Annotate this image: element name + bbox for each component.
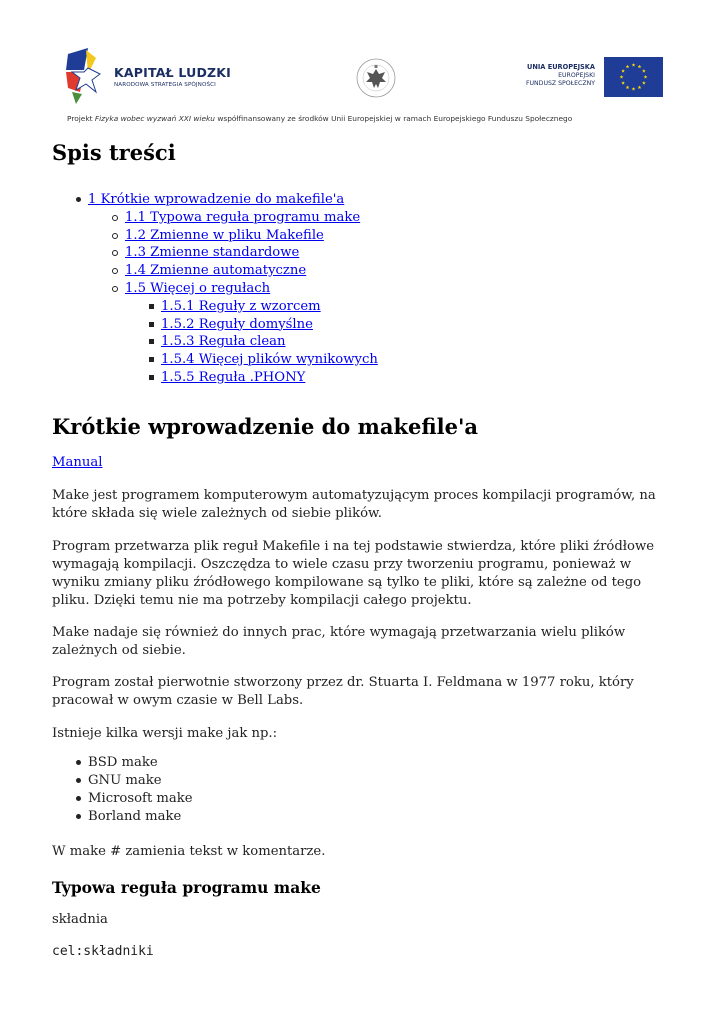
list-item (52, 808, 193, 826)
paragraph: W make # zamienia tekst w komentarze. (52, 844, 326, 859)
toc-link[interactable]: 1.5.5 Reguła .PHONY (161, 369, 306, 385)
manual-link[interactable]: Manual (52, 455, 103, 470)
toc-link[interactable]: 1.5.1 Reguły z wzorcem (161, 298, 321, 314)
toc-item (52, 191, 378, 209)
circle-bullet-icon (112, 215, 118, 221)
toc-link[interactable]: 1.3 Zmienne standardowe (125, 245, 300, 261)
toc-item (52, 316, 378, 334)
kapital-subtitle: NARODOWA STRATEGIA SPÓJNOŚCI (114, 82, 216, 88)
circle-bullet-icon (112, 268, 118, 274)
disc-bullet-icon (76, 760, 81, 765)
list-item-label: BSD make (88, 755, 158, 770)
toc-link[interactable]: 1.5.4 Więcej plików wynikowych (161, 352, 378, 368)
circle-bullet-icon (112, 233, 118, 239)
table-of-contents (52, 191, 378, 387)
toc-item (52, 280, 378, 298)
list-item-label: GNU make (88, 773, 162, 788)
paragraph: Make jest programem komputerowym automatyzującym proces kompilacji programów, na które składa się wiele zależnych od siebie plików. (52, 488, 656, 521)
eu-line-3: FUNDUSZ SPOŁECZNY (525, 80, 595, 87)
square-bullet-icon (149, 304, 154, 309)
toc-item (52, 351, 378, 369)
project-suffix: współfinansowany ze środków Unii Europejskiej w ramach Europejskiego Funduszu Społecznego (214, 114, 573, 123)
eu-line-2: EUROPEJSKI (558, 72, 595, 79)
circle-bullet-icon (112, 250, 118, 256)
list-item-label: Microsoft make (88, 791, 193, 806)
toc-link[interactable]: 1.4 Zmienne automatyczne (125, 263, 307, 279)
toc-link[interactable]: 1.2 Zmienne w pliku Makefile (125, 227, 324, 243)
toc-item (52, 227, 378, 245)
paragraph: Istnieje kilka wersji make jak np.: (52, 726, 278, 741)
kapital-ludzki-logo (66, 48, 266, 104)
toc-link[interactable]: 1.5.2 Reguły domyślne (161, 316, 313, 332)
page-header (0, 0, 725, 135)
square-bullet-icon (149, 375, 154, 380)
paragraph: Program został pierwotnie stworzony przez dr. Stuarta I. Feldmana w 1977 roku, który pracował w owym czasie w Bell Labs. (52, 675, 634, 708)
toc-item (52, 209, 378, 227)
university-seal-icon (355, 57, 397, 99)
project-prefix: Projekt (67, 114, 95, 123)
project-funding-line (67, 114, 687, 123)
eu-flag-icon (604, 57, 663, 97)
eu-logo (505, 57, 663, 97)
list-item (52, 790, 193, 808)
disc-bullet-icon (76, 814, 81, 819)
square-bullet-icon (149, 357, 154, 362)
disc-bullet-icon (76, 197, 81, 202)
square-bullet-icon (149, 339, 154, 344)
toc-link[interactable]: 1 Krótkie wprowadzenie do makefile'a (88, 192, 345, 207)
list-item (52, 772, 193, 790)
syntax-label: składnia (52, 912, 108, 927)
list-item-label: Borland make (88, 809, 182, 824)
manual-paragraph (52, 454, 677, 472)
square-bullet-icon (149, 322, 154, 327)
kapital-title: KAPITAŁ LUDZKI (114, 65, 232, 80)
circle-bullet-icon (112, 286, 118, 292)
disc-bullet-icon (76, 778, 81, 783)
toc-item (52, 244, 378, 262)
toc-item (52, 333, 378, 351)
kapital-ludzki-flag-icon (66, 48, 110, 104)
paragraph: Make nadaje się również do innych prac, które wymagają przetwarzania wielu plików zależnych od siebie. (52, 625, 626, 658)
make-versions-list (52, 754, 193, 826)
paragraph: Program przetwarza plik reguł Makefile i na tej podstawie stwierdza, które pliki źródłowe wymagają kompilacji. Oszczędza to wiele czasu przy tworzeniu programu, ponieważ w wyniku zmiany pliku źródłowego kompilowane są tylko te pliki, które są zależne od tego pliku. Dzięki temu nie ma potrzeby kompilacji całego projektu. (52, 539, 655, 608)
disc-bullet-icon (76, 796, 81, 801)
toc-link[interactable]: 1.5.3 Reguła clean (161, 334, 286, 350)
toc-heading: Spis treści (52, 140, 176, 165)
eu-line-1: UNIA EUROPEJSKA (526, 63, 595, 71)
toc-link[interactable]: 1.1 Typowa reguła programu make (125, 209, 361, 225)
code-snippet: cel:składniki (52, 944, 154, 959)
toc-item (52, 369, 378, 387)
list-item (52, 754, 193, 772)
toc-link[interactable]: 1.5 Więcej o regułach (125, 280, 271, 296)
section-heading: Krótkie wprowadzenie do makefile'a (52, 414, 479, 439)
toc-item (52, 262, 378, 280)
subsection-heading: Typowa reguła programu make (52, 878, 321, 897)
toc-item (52, 298, 378, 316)
project-title: Fizyka wobec wyzwań XXI wieku (94, 114, 215, 123)
